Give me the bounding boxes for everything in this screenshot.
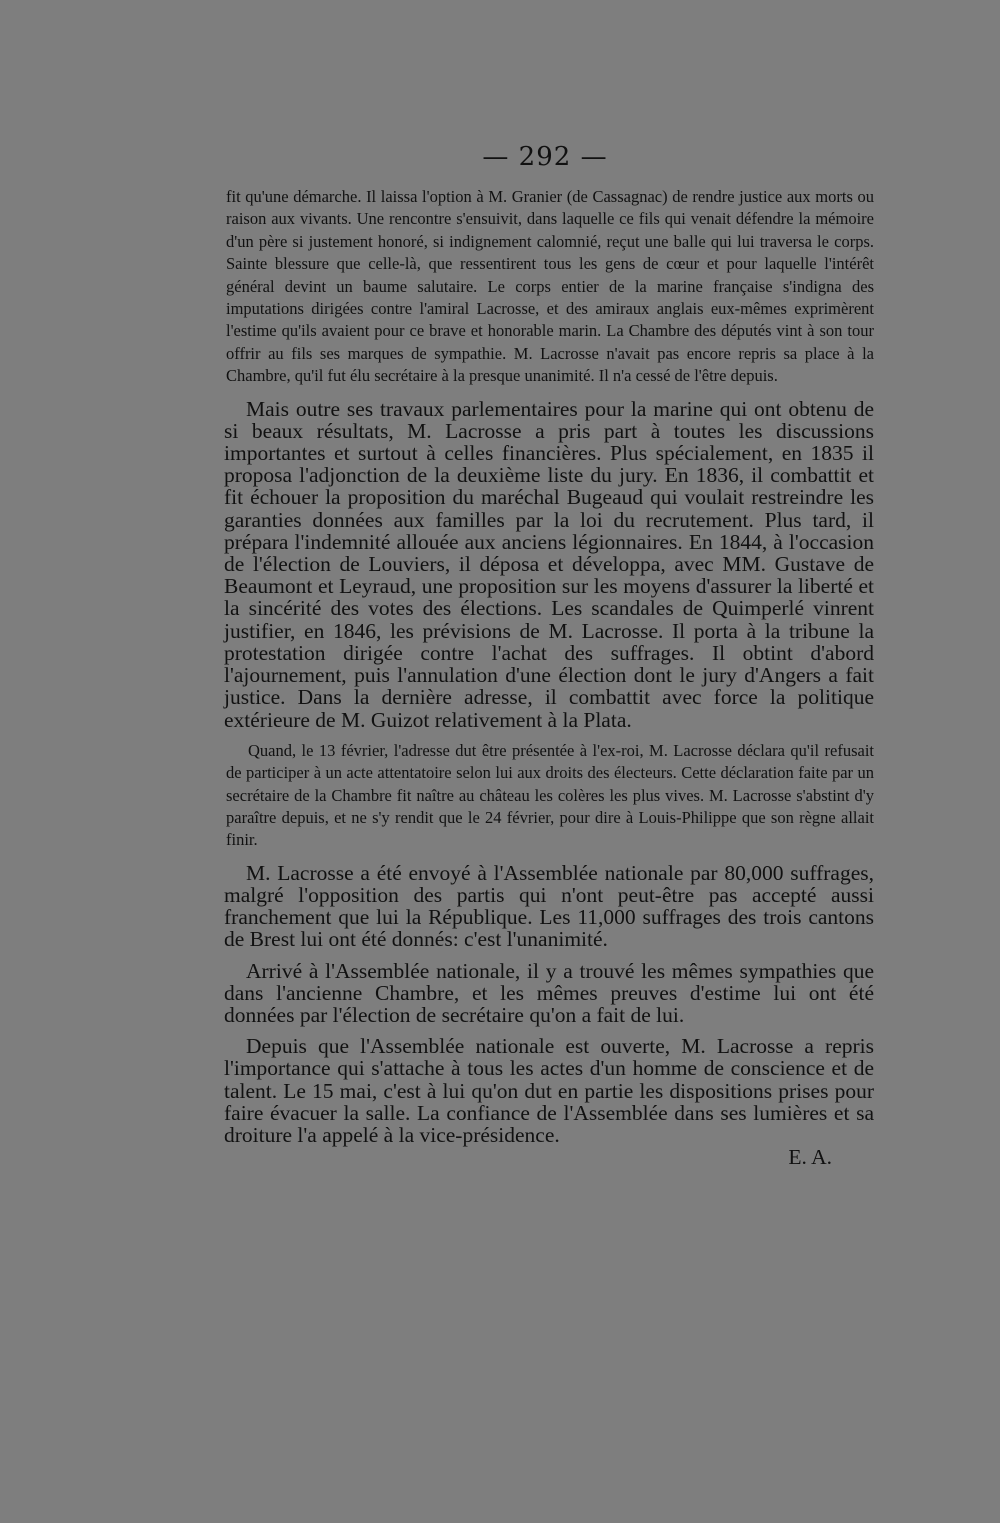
- paragraph-2: Mais outre ses travaux parlementaires pour la marine qui ont obtenu de si beaux résultats, M. Lacrosse a pris part à toutes les discussions importantes et surtout à celles financières. Plus spécialement, en 1835 il proposa l'adjonction de la deuxième liste du jury. En 1836, il combattit et fit échouer la proposition du maréchal Bugeaud qui voulait restreindre les garanties données aux familles par la loi du recrutement. Plus tard, il prépara l'indemnité allouée aux anciens légionnaires. En 1844, à l'occasion de l'élection de Louviers, il déposa et développa, avec MM. Gustave de Beaumont et Leyraud, une proposition sur les moyens d'assurer la liberté et la sincérité des votes des élections. Les scandales de Quimperlé vinrent justifier, en 1846, les prévisions de M. Lacrosse. Il porta à la tribune la protestation dirigée contre l'achat des suffrages. Il obtint d'abord l'ajournement, puis l'annulation d'une élection dont le jury d'Angers a fait justice. Dans la dernière adresse, il combattit avec force la politique extérieure de M. Guizot relativement à la Plata.: [224, 396, 874, 732]
- paragraph-6: Depuis que l'Assemblée nationale est ouverte, M. Lacrosse a repris l'importance qui s'attache à tous les actes d'un homme de conscience et de talent. Le 15 mai, c'est à lui qu'on dut en partie les dispositions prises pour faire évacuer la salle. La confiance de l'Assemblée dans ses lumières et sa droiture l'a appelé à la vice-présidence.: [224, 1034, 874, 1147]
- paragraph-5: Arrivé à l'Assemblée nationale, il y a trouvé les mêmes sympathies que dans l'ancienne Chambre, et les mêmes preuves d'estime lui ont été données par l'élection de secrétaire qu'on a fait de lui.: [224, 958, 874, 1027]
- page-number: — 292 —: [482, 142, 608, 172]
- paragraph-4: M. Lacrosse a été envoyé à l'Assemblée nationale par 80,000 suffrages, malgré l'opposition des partis qui n'ont peut-être pas accepté aussi franchement que lui la République. Les 11,000 suffrages des trois cantons de Brest lui ont été donnés: c'est l'unanimité.: [224, 860, 874, 952]
- signature: E. A.: [788, 1145, 832, 1170]
- body-text: [224, 186, 874, 1168]
- paragraph-3: Quand, le 13 février, l'adresse dut être présentée à l'ex-roi, M. Lacrosse déclara qu'il refusait de participer à un acte attentatoire selon lui aux droits des électeurs. Cette déclaration faite par un secrétaire de la Chambre fit naître au château les colères les plus vives. M. Lacrosse s'abstint d'y paraître depuis, et ne s'y rendit que le 24 février, pour dire à Louis-Philippe que son règne allait finir.: [226, 740, 874, 850]
- signature-line: [224, 1146, 874, 1168]
- paragraph-1: fit qu'une démarche. Il laissa l'option à M. Granier (de Cassagnac) de rendre justice aux morts ou raison aux vivants. Une rencontre s'ensuivit, dans laquelle ce fils qui venait défendre la mémoire d'un père si justement honoré, si indignement calomnié, reçut une balle qui lui traversa le corps. Sainte blessure que celle-là, que ressentirent tous les gens de cœur et pour laquelle l'intérêt général devint un baume salutaire. Le corps entier de la marine française s'indigna des imputations dirigées contre l'amiral Lacrosse, et des amiraux anglais eux-mêmes exprimèrent l'estime qu'ils avaient pour ce brave et honorable marin. La Chambre des députés vint à son tour offrir au fils ses marques de sympathie. M. Lacrosse n'avait pas encore repris sa place à la Chambre, qu'il fut élu secrétaire à la presque unanimité. Il n'a cessé de l'être depuis.: [226, 187, 874, 386]
